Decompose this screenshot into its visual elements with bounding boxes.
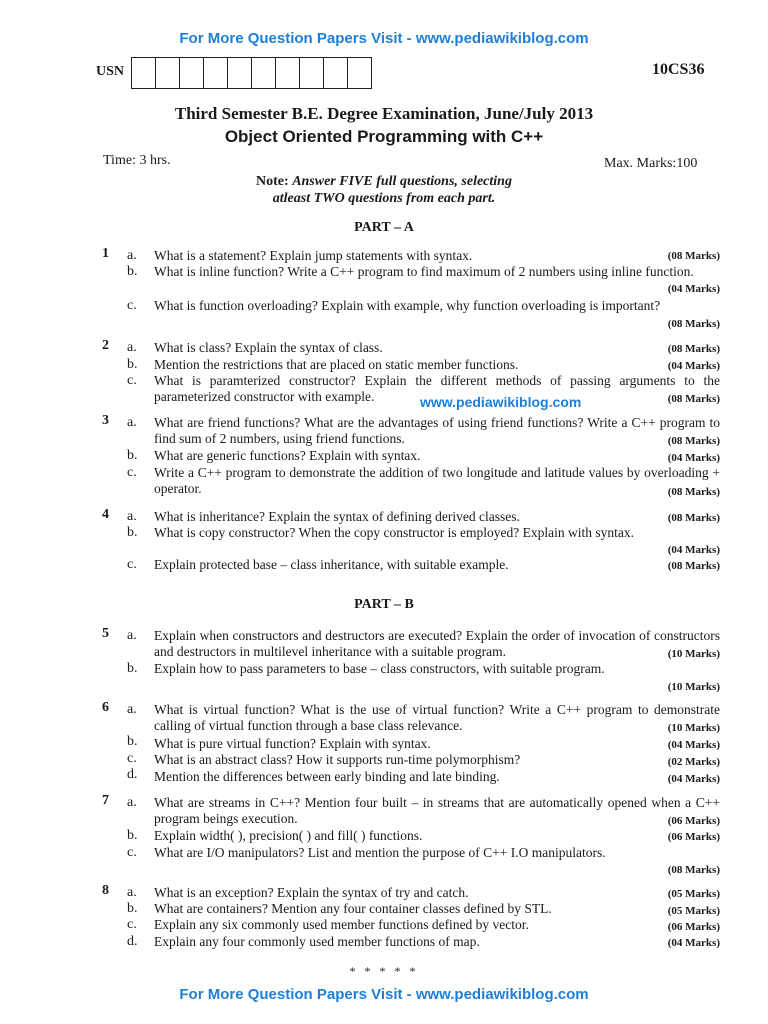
marks: (04 Marks) xyxy=(667,544,720,556)
subpart-label: c. xyxy=(127,845,137,860)
subpart-label: b. xyxy=(127,357,138,372)
subpart-label: a. xyxy=(127,795,137,810)
question-text: What is a statement? Explain jump statements with syntax. xyxy=(154,248,473,263)
question-text: What is class? Explain the syntax of class. xyxy=(154,340,383,355)
question-number: 5 xyxy=(102,626,109,641)
marks: (10 Marks) xyxy=(667,681,720,693)
question-text: What is function overloading? Explain with example, why function overloading is important? xyxy=(154,298,661,313)
marks: (08 Marks) xyxy=(667,250,720,262)
instructions-note xyxy=(0,173,768,207)
question-text: What is an abstract class? How it supports run-time polymorphism? xyxy=(154,752,521,767)
question-number: 1 xyxy=(102,246,109,261)
marks: (08 Marks) xyxy=(667,318,720,330)
question-text: Write a C++ program to demonstrate the addition of two longitude and latitude values by overloading + operator. xyxy=(154,465,720,496)
bottom-banner: For More Question Papers Visit - www.pediawikiblog.com xyxy=(179,986,589,1003)
subpart-label: c. xyxy=(127,373,137,388)
subpart-label: a. xyxy=(127,509,137,524)
usn-box xyxy=(347,57,372,89)
note-line-1: Answer FIVE full questions, selecting xyxy=(292,174,512,189)
question-text: Explain any four commonly used member functions of map. xyxy=(154,934,480,949)
subpart-label: c. xyxy=(127,917,137,932)
max-marks: Max. Marks:100 xyxy=(604,156,698,171)
marks: (08 Marks) xyxy=(667,512,720,524)
subpart-label: d. xyxy=(127,767,138,782)
marks: (04 Marks) xyxy=(667,283,720,295)
note-line-2: atleast TWO questions from each part. xyxy=(272,191,496,206)
subpart-label: b. xyxy=(127,264,138,279)
marks: (06 Marks) xyxy=(667,831,720,843)
marks: (06 Marks) xyxy=(667,921,720,933)
marks: (10 Marks) xyxy=(667,722,720,734)
usn-box xyxy=(155,57,180,89)
subpart-label: c. xyxy=(127,465,137,480)
subpart-label: b. xyxy=(127,448,138,463)
usn-box xyxy=(203,57,228,89)
marks: (08 Marks) xyxy=(667,343,720,355)
question-text: What are containers? Mention any four container classes defined by STL. xyxy=(154,901,552,916)
marks: (04 Marks) xyxy=(667,360,720,372)
marks: (05 Marks) xyxy=(667,888,720,900)
marks: (08 Marks) xyxy=(667,486,720,498)
subpart-label: b. xyxy=(127,828,138,843)
question-text: What is an exception? Explain the syntax of try and catch. xyxy=(154,885,469,900)
usn-box xyxy=(179,57,204,89)
question-text: What is copy constructor? When the copy constructor is employed? Explain with syntax. xyxy=(154,525,635,540)
question-text: What are generic functions? Explain with syntax. xyxy=(154,448,421,463)
usn-box xyxy=(251,57,276,89)
part-b-heading: PART – B xyxy=(354,597,414,612)
question-text: Explain how to pass parameters to base – class constructors, with suitable program. xyxy=(154,661,605,676)
subpart-label: a. xyxy=(127,702,137,717)
question-text: What are streams in C++? Mention four built – in streams that are automatically opened when a C++ program beings execution. xyxy=(154,795,720,826)
marks: (08 Marks) xyxy=(667,864,720,876)
marks: (04 Marks) xyxy=(667,452,720,464)
question-text: What are friend functions? What are the advantages of using friend functions? Write a C++ program to find sum of 2 numbers, using friend functions. xyxy=(154,415,720,446)
usn-box xyxy=(323,57,348,89)
subpart-label: c. xyxy=(127,298,137,313)
question-text: What are I/O manipulators? List and mention the purpose of C++ I.O manipulators. xyxy=(154,845,606,860)
question-number: 3 xyxy=(102,413,109,428)
question-text: What is inheritance? Explain the syntax of defining derived classes. xyxy=(154,509,520,524)
question-number: 6 xyxy=(102,700,109,715)
subpart-label: c. xyxy=(127,751,137,766)
question-text: What is paramterized constructor? Explain the different methods of passing arguments to the parameterized constructor with example. xyxy=(154,373,720,404)
marks: (04 Marks) xyxy=(667,739,720,751)
question-text: Explain when constructors and destructors are executed? Explain the order of invocation of constructors and destructors in multilevel inheritance with a suitable program. xyxy=(154,628,720,659)
part-a-heading: PART – A xyxy=(354,220,414,235)
end-of-paper-mark: * * * * * xyxy=(349,964,419,978)
subpart-label: d. xyxy=(127,934,138,949)
question-text: Mention the differences between early binding and late binding. xyxy=(154,769,500,784)
marks: (08 Marks) xyxy=(667,393,720,405)
subpart-label: a. xyxy=(127,628,137,643)
subpart-label: b. xyxy=(127,901,138,916)
marks: (08 Marks) xyxy=(667,560,720,572)
question-text: What is pure virtual function? Explain with syntax. xyxy=(154,736,431,751)
note-label: Note: xyxy=(256,174,289,189)
usn-box xyxy=(131,57,156,89)
usn-box xyxy=(227,57,252,89)
marks: (06 Marks) xyxy=(667,815,720,827)
top-banner: For More Question Papers Visit - www.pediawikiblog.com xyxy=(179,30,589,47)
subpart-label: b. xyxy=(127,734,138,749)
usn-box xyxy=(299,57,324,89)
time-allowed: Time: 3 hrs. xyxy=(103,153,171,168)
exam-title: Third Semester B.E. Degree Examination, June/July 2013 xyxy=(174,104,594,123)
subpart-label: a. xyxy=(127,415,137,430)
marks: (04 Marks) xyxy=(667,937,720,949)
subpart-label: c. xyxy=(127,557,137,572)
subject-title: Object Oriented Programming with C++ xyxy=(224,127,544,146)
question-text: What is virtual function? What is the use of virtual function? Write a C++ program to demonstrate calling of virtual function through a base class relevance. xyxy=(154,702,720,733)
usn-box xyxy=(275,57,300,89)
usn-label: USN xyxy=(96,64,125,79)
course-code: 10CS36 xyxy=(652,61,705,78)
watermark-text: www.pediawikiblog.com xyxy=(420,394,582,410)
question-text: Mention the restrictions that are placed on static member functions. xyxy=(154,357,519,372)
subpart-label: b. xyxy=(127,525,138,540)
question-text: Explain protected base – class inheritance, with suitable example. xyxy=(154,557,509,572)
question-number: 2 xyxy=(102,338,109,353)
subpart-label: a. xyxy=(127,248,137,263)
question-text: Explain width( ), precision( ) and fill( ) functions. xyxy=(154,828,423,843)
question-number: 4 xyxy=(102,507,109,522)
question-number: 8 xyxy=(102,883,109,898)
marks: (02 Marks) xyxy=(667,756,720,768)
marks: (10 Marks) xyxy=(667,648,720,660)
usn-boxes xyxy=(131,57,371,89)
subpart-label: a. xyxy=(127,885,137,900)
question-number: 7 xyxy=(102,793,109,808)
marks: (04 Marks) xyxy=(667,773,720,785)
marks: (05 Marks) xyxy=(667,905,720,917)
subpart-label: a. xyxy=(127,340,137,355)
subpart-label: b. xyxy=(127,661,138,676)
question-text: Explain any six commonly used member functions defined by vector. xyxy=(154,917,529,932)
question-text: What is inline function? Write a C++ program to find maximum of 2 numbers using inline function. xyxy=(154,264,694,279)
marks: (08 Marks) xyxy=(667,435,720,447)
